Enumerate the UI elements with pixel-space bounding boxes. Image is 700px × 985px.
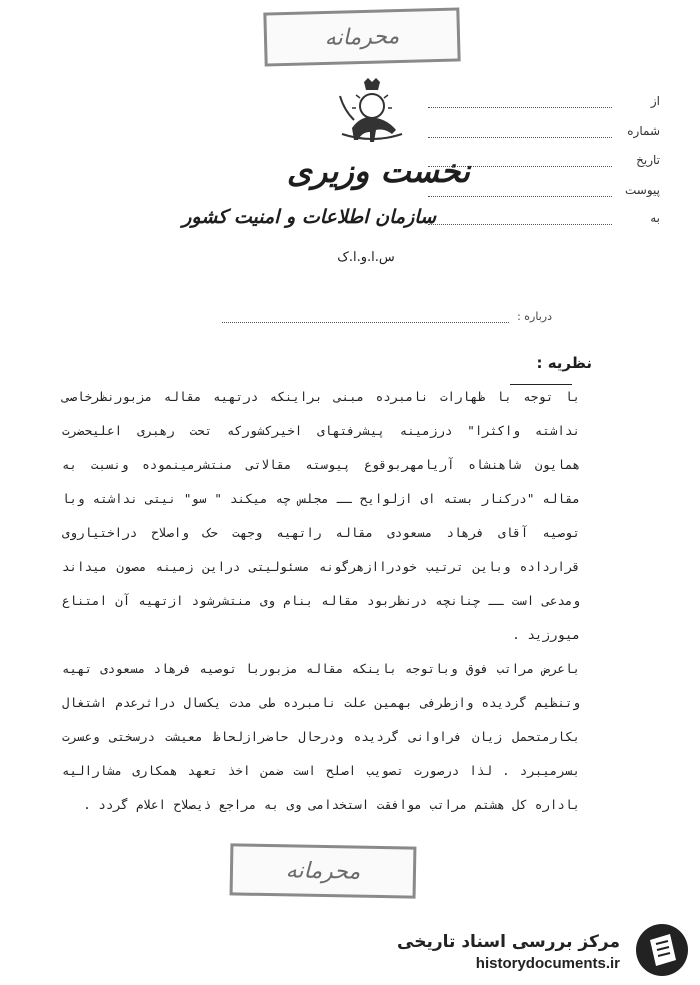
field-number-label: شماره (627, 124, 660, 138)
organization-code: س.ا.و.ا.ک (337, 250, 395, 265)
field-number (420, 116, 660, 138)
field-date (420, 145, 660, 167)
lion-and-sun-emblem-icon (330, 76, 414, 148)
stamp-bottom-text: محرمانه (285, 857, 361, 885)
confidential-stamp (263, 7, 460, 66)
archive-website: historydocuments.ir (475, 955, 620, 972)
body-paragraph-2: باعرض مراتب فوق وباتوجه باینکه مقاله مزبوربا توصیه فرهاد مسعودی تهیه وتنظیم گردیده وازطرفی بهمین علت نامبرده طی مدت یکسال دراثرعدم اشتغال بکارمتحمل زیان فراوانی گردیده ودرحال حاضرازلحاظ معیشت درسختی وعسرت بسرمیبرد . لذا درصورت تصویب اصلح است ضمن اخذ تعهد همکاری مشارالیه باداره کل هشتم مراتب موافقت استخدامی وی به مراجع ذیصلاح اعلام گردد . (62, 661, 580, 812)
field-from-label: از (650, 94, 660, 108)
field-from-line (428, 97, 612, 108)
field-to-label: به (650, 211, 660, 225)
field-attachment-line (428, 186, 612, 197)
confidential-stamp-bottom (230, 843, 417, 898)
field-attachment (420, 175, 660, 197)
field-to-line (428, 214, 612, 225)
field-attachment-label: پیوست (625, 183, 660, 197)
archive-center-title: مرکز بررسی اسناد تاریخی (397, 932, 620, 952)
history-documents-logo-icon (634, 922, 690, 978)
prime-ministry-title: نخست وزیری (286, 152, 470, 190)
document-body (62, 380, 580, 822)
field-to (420, 203, 660, 225)
field-date-line (428, 156, 612, 167)
field-regarding (222, 310, 552, 323)
field-date-label: تاریخ (636, 153, 660, 167)
opinion-heading: نظریه : (536, 354, 592, 372)
field-regarding-label: درباره : (517, 310, 552, 323)
field-from (420, 86, 660, 108)
organization-name: سازمان اطلاعات و امنیت کشور (182, 206, 436, 228)
field-number-line (428, 127, 612, 138)
stamp-text: محرمانه (324, 23, 400, 51)
field-regarding-line (222, 312, 509, 323)
body-paragraph-1: با توجه با ظهارات نامبرده مبنی براینکه درتهیه مقاله مزبورنظرخاصی نداشته واکثرا" درزمینه پیشرفتهای اخیرکشورکه تحت رهبری اعلیحضرت همایون شاهنشاه آریامهربوقوع پیوسته مقالاتی منتشرمینموده ونسبت به مقاله "درکنار بسته ای ازلوایح ــ مجلس چه میکند " سو" نیتی نداشته وبا توصیه آقای فرهاد مسعودی مقاله راتهیه وجهت حک واصلاح دراختیاروی قرارداده وباین ترتیب خودراازهرگونه مسئولیتی دراین زمینه مصون میداند ومدعی است ــ چنانچه درنظربود مقاله بنام وی منتشرشود ازتهیه آن امتناع میورزید . (62, 389, 580, 642)
